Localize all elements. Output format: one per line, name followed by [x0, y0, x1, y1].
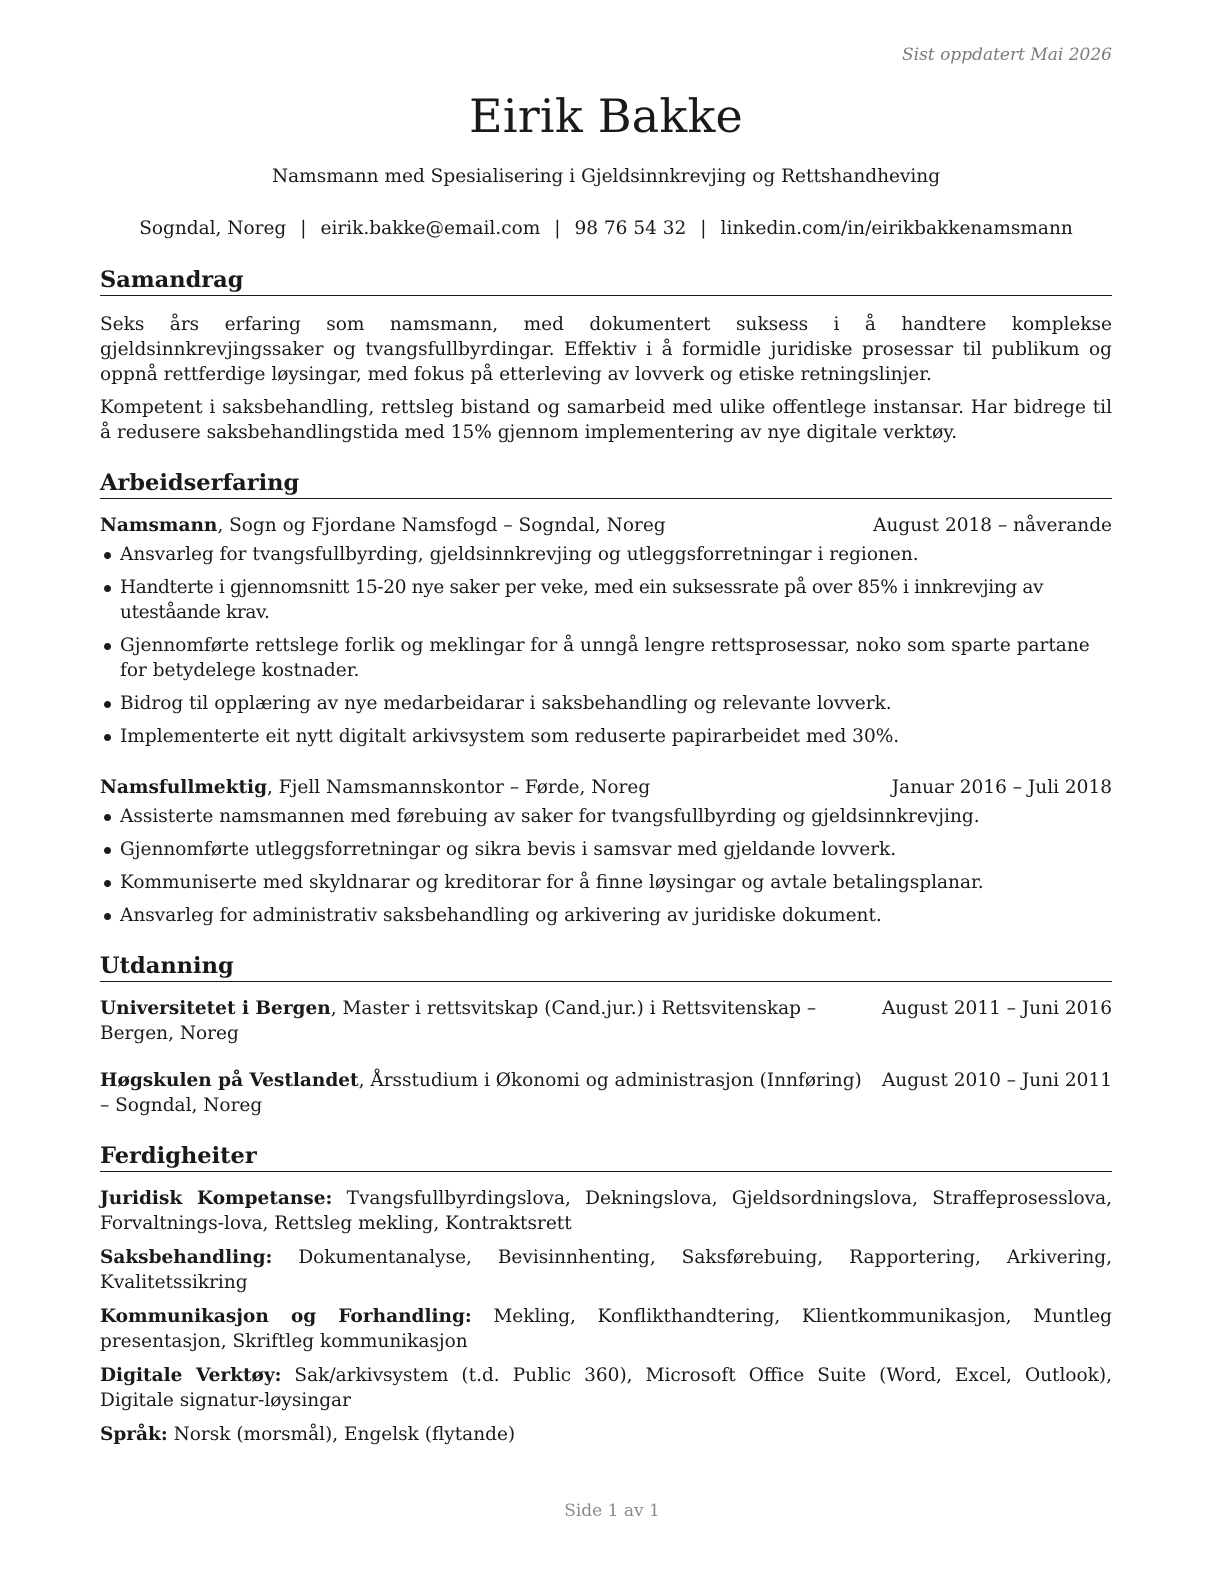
contact-phone: 98 76 54 32	[574, 218, 687, 239]
job-bullet	[100, 804, 1112, 829]
skill-label: Juridisk Kompetanse:	[100, 1188, 333, 1209]
job-bullet	[100, 691, 1112, 716]
job-dates: Januar 2016 – Juli 2018	[891, 777, 1112, 798]
job-bullet	[100, 575, 1112, 625]
job-employer: , Sogn og Fjordane Namsfogd – Sogndal, Noreg	[217, 515, 666, 536]
job-header	[100, 513, 1112, 538]
contact-separator: |	[300, 218, 307, 239]
job-bullet-list	[100, 542, 1112, 749]
job-bullet	[100, 542, 1112, 567]
job-bullet	[100, 837, 1112, 862]
job-bullet	[100, 903, 1112, 928]
bullet-text: Gjennomførte utleggsforretningar og sikra bevis i samsvar med gjeldande lovverk.	[120, 839, 897, 860]
job-header	[100, 775, 1112, 800]
bullet-icon	[104, 643, 111, 650]
candidate-name: Eirik Bakke	[469, 89, 743, 143]
resume-page	[100, 0, 1112, 1447]
skill-text: Mekling, Konflikthandtering, Klientkommunikasjon, Muntleg presentasjon, Skriftleg kommunikasjon	[100, 1306, 1112, 1352]
contact-separator: |	[554, 218, 561, 239]
education-school: Høgskulen på Vestlandet	[100, 1070, 359, 1091]
job-bullet	[100, 633, 1112, 683]
bullet-text: Handterte i gjennomsnitt 15-20 nye saker per veke, med ein suksessrate på over 85% i innkrevjing av uteståande krav.	[120, 577, 1044, 623]
candidate-subtitle: Namsmann med Spesialisering i Gjeldsinnkrevjing og Rettshandheving	[271, 166, 941, 187]
bullet-icon	[104, 847, 111, 854]
skill-label: Språk:	[100, 1424, 168, 1445]
skill-row	[100, 1422, 1112, 1447]
bullet-icon	[104, 880, 111, 887]
education-entry	[100, 1068, 1112, 1118]
bullet-icon	[104, 701, 111, 708]
education-detail: , Master i rettsvitskap (Cand.jur.) i Rettsvitenskap – Bergen, Noreg	[100, 998, 817, 1044]
contact-email[interactable]: eirik.bakke@email.com	[320, 218, 541, 239]
skill-text: Norsk (morsmål), Engelsk (flytande)	[167, 1424, 516, 1445]
bullet-text: Bidrog til opplæring av nye medarbeidarar i saksbehandling og relevante lovverk.	[120, 693, 892, 714]
bullet-text: Ansvarleg for administrativ saksbehandling og arkivering av juridiske dokument.	[120, 905, 882, 926]
skill-row	[100, 1245, 1112, 1295]
education-text	[100, 996, 882, 1046]
page-number: Side 1 av 1	[564, 1501, 660, 1521]
contact-location: Sogndal, Noreg	[139, 218, 287, 239]
skill-label: Kommunikasjon og Forhandling:	[100, 1306, 472, 1327]
skill-label: Digitale Verktøy:	[100, 1365, 282, 1386]
skill-row	[100, 1304, 1112, 1354]
bullet-text: Ansvarleg for tvangsfullbyrding, gjeldsinnkrevjing og utleggsforretningar i regionen.	[120, 544, 919, 565]
skill-row	[100, 1363, 1112, 1413]
bullet-text: Implementerte eit nytt digitalt arkivsystem som reduserte papirarbeidet med 30%.	[120, 726, 900, 747]
bullet-icon	[104, 814, 111, 821]
job-role: Namsmann	[100, 515, 218, 536]
bullet-icon	[104, 734, 111, 741]
bullet-icon	[104, 913, 111, 920]
job-bullet-list	[100, 804, 1112, 928]
education-entry	[100, 996, 1112, 1046]
job-title-line	[100, 775, 650, 800]
skill-text: Tvangsfullbyrdingslova, Dekningslova, Gjeldsordningslova, Straffeprosesslova, Forvaltnings-lova, Rettsleg mekling, Kontraktsrett	[100, 1188, 1113, 1234]
job-bullet	[100, 870, 1112, 895]
job-dates: August 2018 – nåverande	[873, 515, 1112, 536]
education-detail: , Årsstudium i Økonomi og administrasjon (Innføring) – Sogndal, Noreg	[100, 1070, 862, 1116]
summary-paragraph: Kompetent i saksbehandling, rettsleg bistand og samarbeid med ulike offentlege instansar. Har bidrege til å redusere saksbehandlingstida med 15% gjennom implementering av nye digitale verktøy.	[100, 397, 1112, 443]
education-school: Universitetet i Bergen	[100, 998, 331, 1019]
skill-text: Sak/arkivsystem (t.d. Public 360), Microsoft Office Suite (Word, Excel, Outlook), Digitale signatur-løysingar	[100, 1365, 1112, 1411]
section-title-skills: Ferdigheiter	[100, 1142, 1112, 1172]
bullet-icon	[104, 585, 111, 592]
education-dates: August 2011 – Juni 2016	[881, 998, 1112, 1019]
skill-row	[100, 1186, 1112, 1236]
skill-text: Dokumentanalyse, Bevisinnhenting, Saksførebuing, Rapportering, Arkivering, Kvalitetssikring	[100, 1247, 1112, 1293]
section-title-experience: Arbeidserfaring	[100, 469, 1112, 499]
section-title-summary: Samandrag	[100, 266, 1112, 296]
job-role: Namsfullmektig	[100, 777, 268, 798]
bullet-text: Gjennomførte rettslege forlik og meklingar for å unngå lengre rettsprosessar, noko som sparte partane for betydelege kostnader.	[120, 635, 1090, 681]
job-bullet	[100, 724, 1112, 749]
summary-paragraph: Seks års erfaring som namsmann, med dokumentert suksess i å handtere komplekse gjeldsinnkrevjingssaker og tvangsfullbyrdingar. Effektiv i å formidle juridiske prosessar til publikum og oppnå rettferdige løysingar, med fokus på etterleving av lovverk og etiske retningslinjer.	[100, 314, 1112, 385]
last-updated: Sist oppdatert Mai 2026	[902, 45, 1112, 65]
contact-linkedin[interactable]: linkedin.com/in/eirikbakkenamsmann	[720, 218, 1073, 239]
section-title-education: Utdanning	[100, 952, 1112, 982]
bullet-text: Assisterte namsmannen med førebuing av saker for tvangsfullbyrding og gjeldsinnkrevjing.	[120, 806, 980, 827]
contact-line	[100, 216, 1112, 242]
skill-label: Saksbehandling:	[100, 1247, 273, 1268]
bullet-icon	[104, 552, 111, 559]
job-title-line	[100, 513, 666, 538]
education-dates: August 2010 – Juni 2011	[881, 1070, 1112, 1091]
education-text	[100, 1068, 882, 1118]
bullet-text: Kommuniserte med skyldnarar og kreditorar for å finne løysingar og avtale betalingsplanar.	[120, 872, 984, 893]
contact-separator: |	[700, 218, 707, 239]
job-employer: , Fjell Namsmannskontor – Førde, Noreg	[267, 777, 651, 798]
